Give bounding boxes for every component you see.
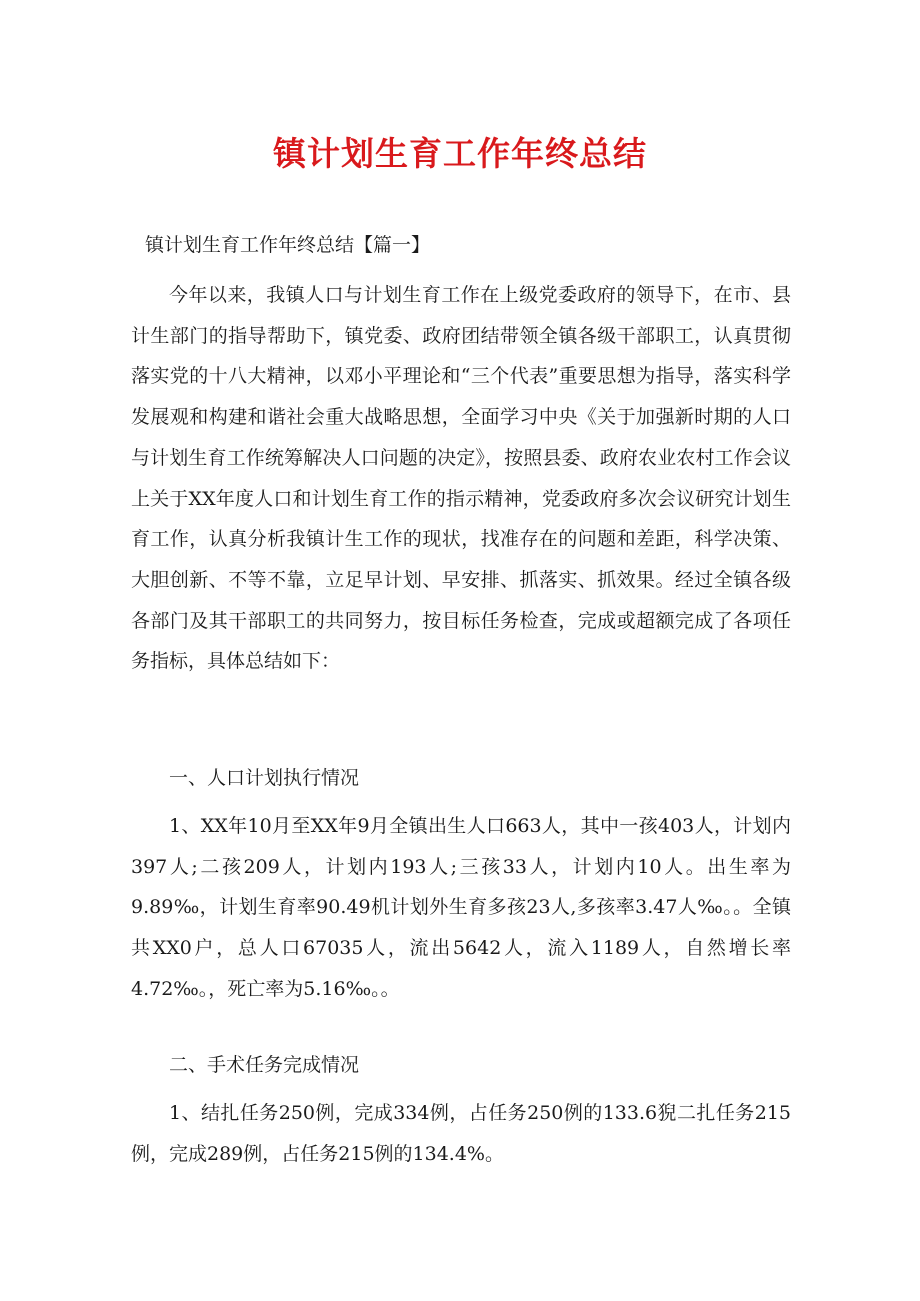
population-statistics-paragraph: 1、XX年10月至XX年9月全镇出生人口663人，其中一孩403人，计划内397人;二孩209人，计划内193人;三孩33人，计划内10人。出生率为9.89‰，计划生育率90.49机计划外生育多孩23人,多孩率3.47人‰。。全镇共XX0户，总人口67035人，流出5642人，流入1189人，自然增长率4.72‰。，死亡率为5.16‰。。 <box>131 815 791 1000</box>
section-heading-surgery-tasks: 二、手术任务完成情况 <box>169 1054 360 1076</box>
section-heading-population-plan: 一、人口计划执行情况 <box>169 767 360 789</box>
document-title: 镇计划生育工作年终总结 <box>273 134 647 173</box>
intro-paragraph: 今年以来，我镇人口与计划生育工作在上级党委政府的领导下，在市、县计生部门的指导帮助下，镇党委、政府团结带领全镇各级干部职工，认真贯彻落实党的十八大精神，以邓小平理论和“三个代表”重要思想为指导，落实科学发展观和构建和谐社会重大战略思想，全面学习中央《关于加强新时期的人口与计划生育工作统筹解决人口问题的决定》，按照县委、政府农业农村工作会议上关于XX年度人口和计划生育工作的指示精神，党委政府多次会议研究计划生育工作，认真分析我镇计生工作的现状，找准存在的问题和差距，科学决策、大胆创新、不等不靠，立足早计划、早安排、抓落实、抓效果。经过全镇各级各部门及其干部职工的共同努力，按目标任务检查，完成或超额完成了各项任务指标，具体总结如下： <box>131 284 791 673</box>
document-subtitle: 镇计划生育工作年终总结【篇一】 <box>145 234 431 256</box>
surgery-tasks-paragraph: 1、结扎任务250例，完成334例，占任务250例的133.6猊二扎任务215例，完成289例，占任务215例的134.4%。 <box>131 1102 791 1165</box>
